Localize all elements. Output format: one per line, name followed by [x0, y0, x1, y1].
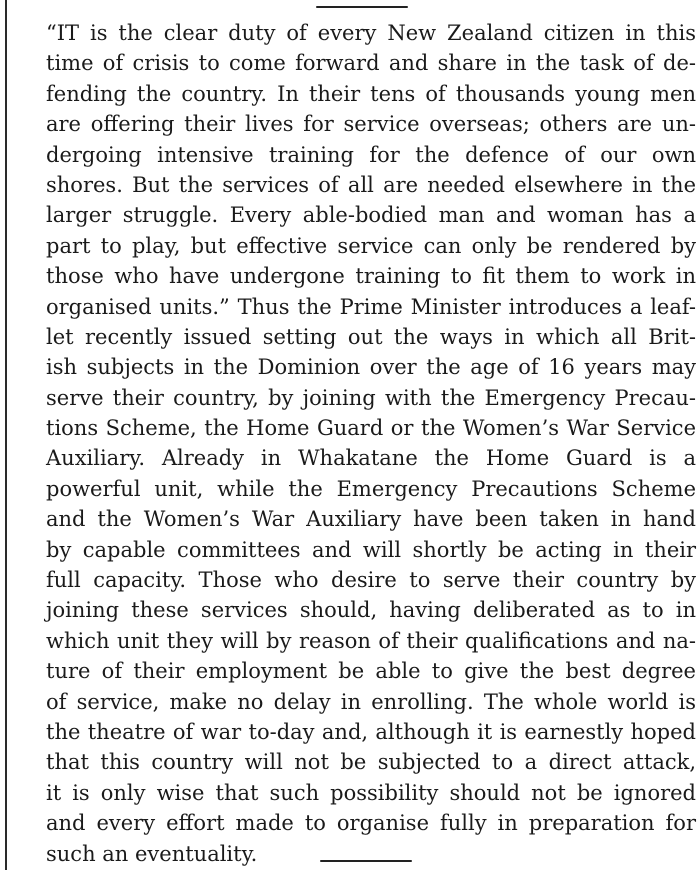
article-line: which unit they will by reason of their qualifications and na- [46, 628, 696, 653]
article-line: shores. But the services of all are needed elsewhere in the [46, 172, 696, 197]
article-line: tions Scheme, the Home Guard or the Women’s War Service [46, 416, 696, 441]
article-line: and the Women’s War Auxiliary have been taken in hand [46, 507, 696, 532]
article-line: let recently issued setting out the ways in which all Brit- [46, 324, 696, 349]
article-line: that this country will not be subjected to a direct attack, [46, 750, 696, 775]
article-line: it is only wise that such possibility should not be ignored [46, 780, 696, 805]
article-line: and every effort made to organise fully in preparation for [46, 811, 696, 836]
article-line: joining these services should, having deliberated as to in [46, 598, 696, 623]
article-line: of service, make no delay in enrolling. The whole world is [46, 689, 696, 714]
article-line: the theatre of war to-day and, although it is earnestly hoped [46, 719, 696, 744]
article-line: ture of their employment be able to give the best degree [46, 659, 696, 684]
article-line: ish subjects in the Dominion over the age of 16 years may [46, 355, 696, 380]
column-border-left [5, 0, 7, 870]
article-line: full capacity. Those who desire to serve their country by [46, 568, 696, 593]
article-line: fending the country. In their tens of thousands young men [46, 81, 696, 106]
article-line: time of crisis to come forward and share in the task of de- [46, 51, 696, 76]
article-line: part to play, but effective service can only be rendered by [46, 233, 696, 258]
article-line: dergoing intensive training for the defence of our own [46, 142, 696, 167]
article-line: are offering their lives for service overseas; others are un- [46, 112, 696, 137]
article-line: those who have undergone training to fit them to work in [46, 264, 696, 289]
article-line: “IT is the clear duty of every New Zealand citizen in this [46, 21, 696, 45]
article-line: organised units.” Thus the Prime Minister introduces a leaf- [46, 294, 696, 319]
article-line: larger struggle. Every able-bodied man and woman has a [46, 203, 696, 228]
article-line: serve their country, by joining with the Emergency Precau- [46, 385, 696, 410]
article-body [46, 18, 696, 869]
section-divider-top [316, 6, 408, 8]
article-line-final: such an eventuality. [46, 841, 258, 866]
article-line: by capable committees and will shortly be acting in their [46, 537, 696, 562]
section-divider-bottom [320, 860, 412, 862]
article-line: powerful unit, while the Emergency Precautions Scheme [46, 476, 696, 501]
article-line: Auxiliary. Already in Whakatane the Home Guard is a [46, 446, 696, 471]
